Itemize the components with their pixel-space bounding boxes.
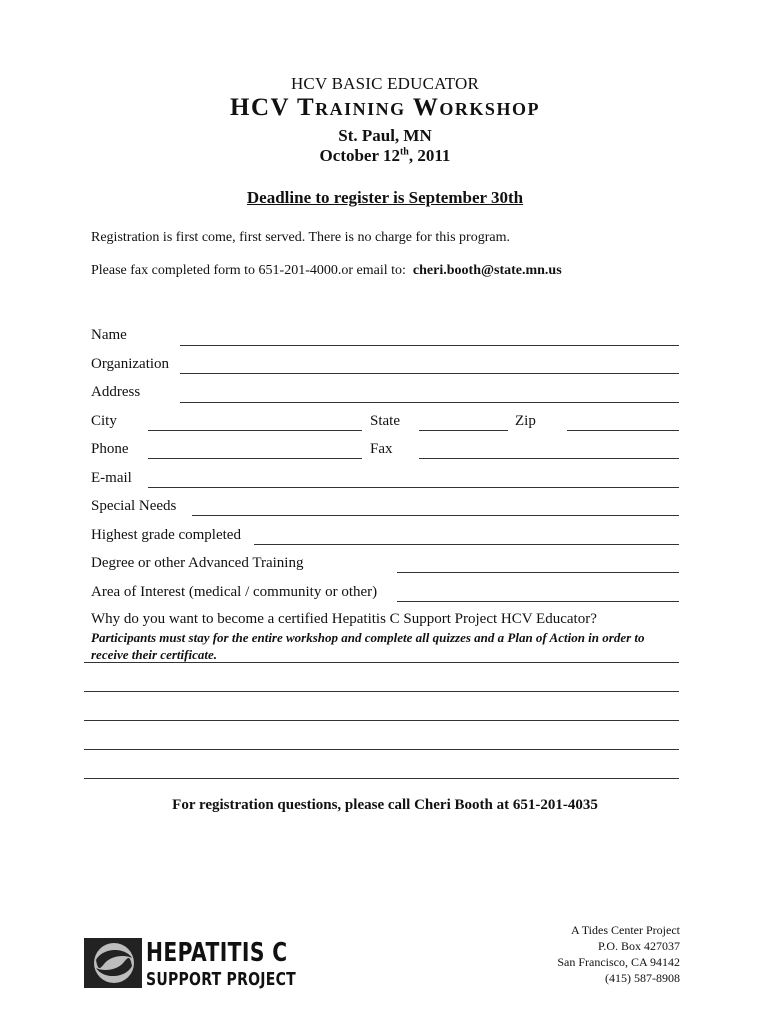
event-date-main: October 12: [319, 146, 400, 165]
location: St. Paul, MN: [338, 126, 432, 145]
highest-grade-label: Highest grade completed: [91, 527, 241, 543]
logo-line-2: SUPPORT PROJECT: [146, 969, 296, 990]
fax-label: Fax: [370, 441, 393, 457]
address-org: A Tides Center Project: [570, 923, 680, 937]
fax-instructions: Please fax completed form to 651-201-4000.or email to:: [91, 263, 413, 278]
address-label: Address: [91, 384, 141, 400]
page-title: HCV Training Workshop: [230, 94, 540, 121]
kicker: HCV BASIC EDUCATOR: [290, 74, 480, 93]
phone-field[interactable]: [148, 458, 362, 459]
organization-label: Organization: [91, 356, 170, 372]
intro-line-1: Registration is first come, first served. There is no charge for this program.: [91, 230, 510, 245]
deadline: Deadline to register is September 30th: [246, 188, 524, 207]
event-date-year: , 2011: [408, 146, 451, 165]
intro-line-2: [91, 263, 562, 279]
event-date-suffix: th: [399, 146, 409, 158]
address-po-box: P.O. Box 427037: [597, 939, 680, 953]
zip-field[interactable]: [567, 430, 679, 431]
zip-label: Zip: [515, 413, 536, 429]
address-phone: (415) 587-8908: [605, 971, 680, 985]
address-field[interactable]: [180, 402, 679, 403]
logo-icon: [84, 938, 142, 988]
degree-field[interactable]: [397, 572, 679, 573]
email-field[interactable]: [148, 487, 679, 488]
special-needs-field[interactable]: [192, 515, 679, 516]
name-label: Name: [91, 327, 127, 343]
name-field[interactable]: [180, 345, 679, 346]
why-label: Why do you want to become a certified Hepatitis C Support Project HCV Educator?: [91, 611, 597, 627]
degree-label: Degree or other Advanced Training: [91, 555, 304, 571]
state-field[interactable]: [419, 430, 508, 431]
phone-label: Phone: [91, 441, 129, 457]
email-label: E-mail: [91, 470, 132, 486]
address-city-state: San Francisco, CA 94142: [557, 955, 680, 969]
certificate-note: Participants must stay for the entire workshop and complete all quizzes and a Plan of Action in order to receive their certificate.: [91, 630, 645, 662]
special-needs-label: Special Needs: [91, 498, 177, 514]
state-label: State: [370, 413, 400, 429]
area-of-interest-label: Area of Interest (medical / community or other): [91, 584, 378, 600]
why-answer-line-2[interactable]: [84, 691, 679, 692]
fax-field[interactable]: [419, 458, 679, 459]
highest-grade-field[interactable]: [254, 544, 679, 545]
contact-email: cheri.booth@state.mn.us: [412, 263, 562, 278]
why-answer-line-5[interactable]: [84, 778, 679, 779]
mailing-address: [557, 922, 680, 986]
logo-line-1: HEPATITIS C: [146, 938, 288, 968]
city-label: City: [91, 413, 117, 429]
why-answer-line-3[interactable]: [84, 720, 679, 721]
why-answer-line-4[interactable]: [84, 749, 679, 750]
area-of-interest-field[interactable]: [397, 601, 679, 602]
organization-field[interactable]: [180, 373, 679, 374]
city-field[interactable]: [148, 430, 362, 431]
why-answer-line-1[interactable]: [84, 662, 679, 663]
event-date: [0, 146, 770, 166]
registration-questions: For registration questions, please call Cheri Booth at 651-201-4035: [172, 797, 598, 813]
